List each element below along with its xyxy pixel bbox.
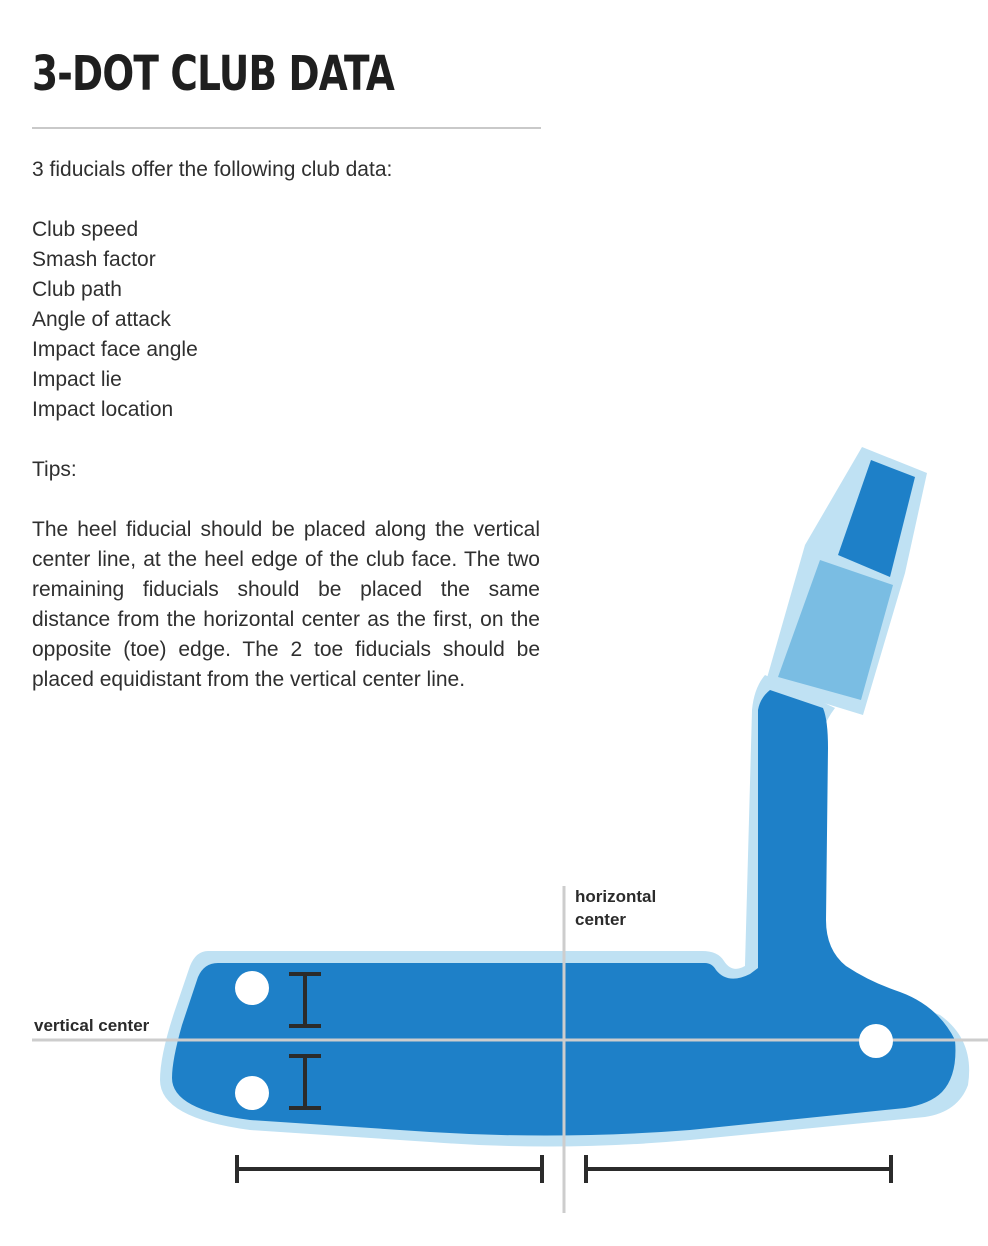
vertical-center-label: vertical center (34, 1016, 150, 1035)
horizontal-center-label-line1: horizontal (575, 887, 657, 906)
distance-marker-left (237, 1155, 542, 1183)
list-item: Impact lie (32, 368, 122, 391)
heel-fiducial (859, 1024, 893, 1058)
list-item: Angle of attack (32, 308, 171, 331)
toe-fiducial-bottom (235, 1076, 269, 1110)
horizontal-center-label (575, 887, 661, 929)
toe-fiducial-top (235, 971, 269, 1005)
list-item: Impact location (32, 398, 174, 421)
tips-body: The heel fiducial should be placed along the vertical center line, at the heel edge of the club face. The two remaining fiducials should be placed the same distance from the horizontal center as the first, on the opposite (toe) edge. The 2 toe fiducials should be placed equidistant from the vertical center line. (32, 518, 540, 691)
tips-heading: Tips: (32, 458, 77, 481)
distance-marker-right (586, 1155, 891, 1183)
list-item: Impact face angle (32, 338, 198, 361)
list-item: Smash factor (32, 248, 156, 271)
intro-text: 3 fiducials offer the following club data: (32, 158, 393, 181)
horizontal-center-label-line2: center (575, 910, 627, 929)
page-title: 3-DOT CLUB DATA (32, 46, 395, 102)
list-item: Club path (32, 278, 122, 301)
list-item: Club speed (32, 218, 139, 241)
